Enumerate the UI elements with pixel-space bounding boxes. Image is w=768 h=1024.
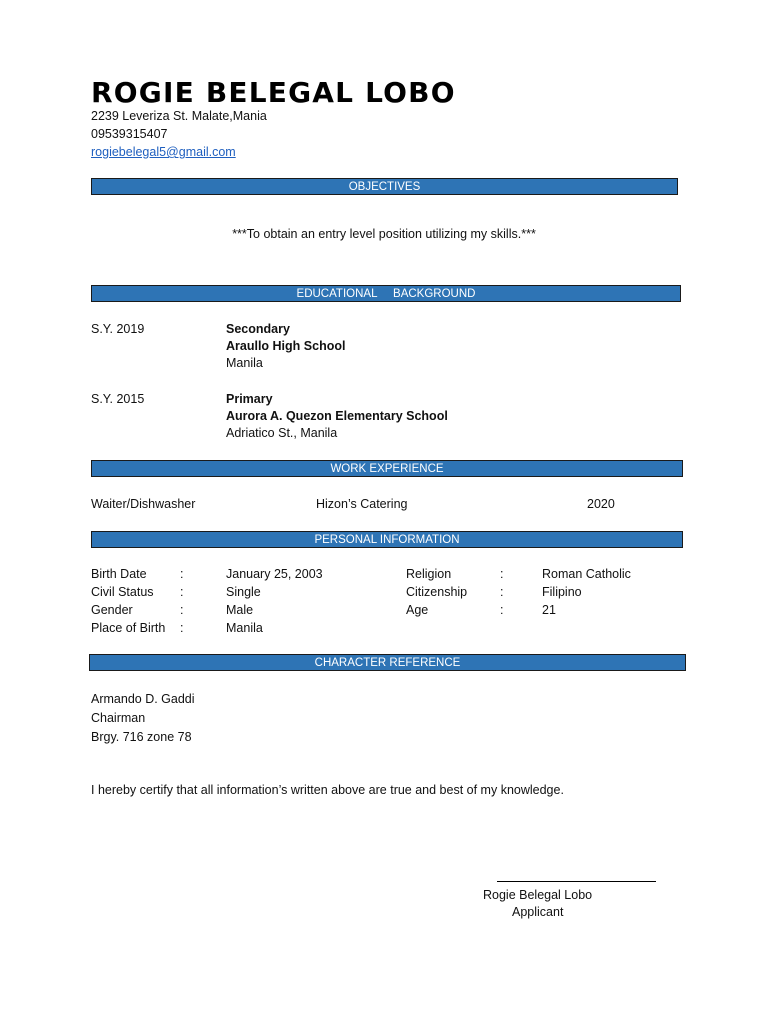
work-year: 2020 xyxy=(587,497,615,511)
reference-address: Brgy. 716 zone 78 xyxy=(91,730,192,744)
work-position: Waiter/Dishwasher xyxy=(91,497,196,511)
personal-label: Civil Status xyxy=(91,585,154,599)
signature-role: Applicant xyxy=(512,905,564,919)
personal-separator: : xyxy=(500,567,504,581)
personal-value: Male xyxy=(226,603,254,617)
email-link[interactable]: rogiebelegal5@gmail.com xyxy=(91,145,236,159)
personal-value: Single xyxy=(226,585,261,599)
objective-text: ***To obtain an entry level position utilizing my skills.*** xyxy=(232,227,536,241)
education-location: Manila xyxy=(226,356,263,370)
reference-title: Chairman xyxy=(91,711,146,725)
personal-value: January 25, 2003 xyxy=(226,567,323,581)
personal-separator: : xyxy=(180,621,184,635)
education-school: Aurora A. Quezon Elementary School xyxy=(226,409,448,423)
certification-statement: I hereby certify that all information’s written above are true and best of my knowledge. xyxy=(91,783,564,797)
education-year: S.Y. 2019 xyxy=(91,322,145,336)
personal-label: Birth Date xyxy=(91,567,147,581)
section-bar-objectives: OBJECTIVES xyxy=(91,178,678,195)
personal-separator: : xyxy=(180,603,184,617)
work-company: Hizon’s Catering xyxy=(316,497,408,511)
personal-label: Religion xyxy=(406,567,452,581)
personal-separator: : xyxy=(500,585,504,599)
education-level: Secondary xyxy=(226,322,290,336)
phone-number: 09539315407 xyxy=(91,127,168,141)
education-location: Adriatico St., Manila xyxy=(226,426,338,440)
personal-value: Roman Catholic xyxy=(542,567,631,581)
address-line: 2239 Leveriza St. Malate,Mania xyxy=(91,109,267,123)
personal-value: 21 xyxy=(542,603,556,617)
signature-name: Rogie Belegal Lobo xyxy=(483,888,593,902)
personal-label: Gender xyxy=(91,603,133,617)
personal-label: Age xyxy=(406,603,429,617)
personal-separator: : xyxy=(180,585,184,599)
personal-value: Filipino xyxy=(542,585,582,599)
personal-separator: : xyxy=(180,567,184,581)
section-bar-work: WORK EXPERIENCE xyxy=(91,460,683,477)
applicant-name: ROGIE BELEGAL LOBO xyxy=(91,76,456,109)
section-bar-education: EDUCATIONAL BACKGROUND xyxy=(91,285,681,302)
education-level: Primary xyxy=(226,392,273,406)
personal-value: Manila xyxy=(226,621,263,635)
section-bar-personal: PERSONAL INFORMATION xyxy=(91,531,683,548)
section-bar-reference: CHARACTER REFERENCE xyxy=(89,654,686,671)
education-school: Araullo High School xyxy=(226,339,346,353)
reference-name: Armando D. Gaddi xyxy=(91,692,195,706)
personal-label: Place of Birth xyxy=(91,621,166,635)
education-year: S.Y. 2015 xyxy=(91,392,145,406)
personal-separator: : xyxy=(500,603,504,617)
signature-line xyxy=(497,881,656,882)
personal-label: Citizenship xyxy=(406,585,468,599)
